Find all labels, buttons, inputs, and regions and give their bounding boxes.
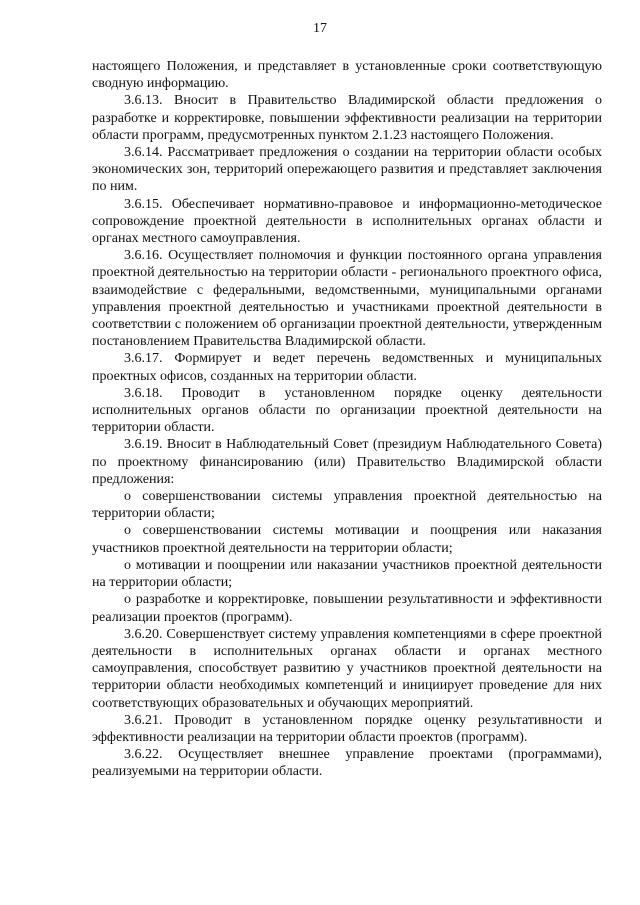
paragraph-3-6-18: 3.6.18. Проводит в установленном порядке оценку деятельности исполнительных органов области по организации проектной деятельности на территории области. [92,385,602,436]
paragraph-3-6-20: 3.6.20. Совершенствует систему управления компетенциями в сфере проектной деятельности в исполнительных органах области и органах местного самоуправления, способствует развитию у участников проектной деятельности на территории области необходимых компетенций и инициирует проведение для них соответствующих образовательных и обучающих мероприятий. [92,626,602,711]
list-item-1: о совершенствовании системы управления проектной деятельностью на территории области; [92,489,602,522]
paragraph-3-6-17: 3.6.17. Формирует и ведет перечень ведомственных и муниципальных проектных офисов, созданных на территории области. [92,351,602,384]
paragraph-3-6-22: 3.6.22. Осуществляет внешнее управление проектами (программами), реализуемыми на территории области. [92,747,602,780]
paragraph-3-6-14: 3.6.14. Рассматривает предложения о создании на территории области особых экономических зон, территорий опережающего развития и представляет заключения по ним. [92,145,602,195]
document-body [92,58,602,781]
paragraph-3-6-15: 3.6.15. Обеспечивает нормативно-правовое и информационно-методическое сопровождение проектной деятельности в исполнительных органах области и органах местного самоуправления. [92,196,602,247]
list-item-2: о совершенствовании системы мотивации и поощрения или наказания участников проектной деятельности на территории области; [92,523,602,556]
list-item-4: о разработке и корректировке, повышении результативности и эффективности реализации проектов (программ). [92,592,602,625]
paragraph-continuation: настоящего Положения, и представляет в установленные сроки соответствующую сводную информацию. [92,59,602,92]
list-item-3: о мотивации и поощрении или наказании участников проектной деятельности на территории области; [92,557,602,591]
paragraph-3-6-13: 3.6.13. Вносит в Правительство Владимирской области предложения о разработке и корректировке, повышении эффективности реализации на территории области программ, предусмотренных пунктом 2.1.23 настоящего Положения. [92,93,602,143]
page-number: 17 [313,21,327,36]
paragraph-3-6-19: 3.6.19. Вносит в Наблюдательный Совет (президиум Наблюдательного Совета) по проектному финансированию (или) Правительство Владимирской области предложения: [92,437,602,487]
paragraph-3-6-21: 3.6.21. Проводит в установленном порядке оценку результативности и эффективности реализации на территории области проектов (программ). [92,712,602,745]
paragraph-3-6-16: 3.6.16. Осуществляет полномочия и функции постоянного органа управления проектной деятельностью на территории области - регионального проектного офиса, взаимодействие с федеральными, ведомственными, муниципальными органами управления проектной деятельностью и участниками проектной деятельности в соответствии с положением об организации проектной деятельности, утвержденным постановлением Правительства Владимирской области. [92,248,602,350]
